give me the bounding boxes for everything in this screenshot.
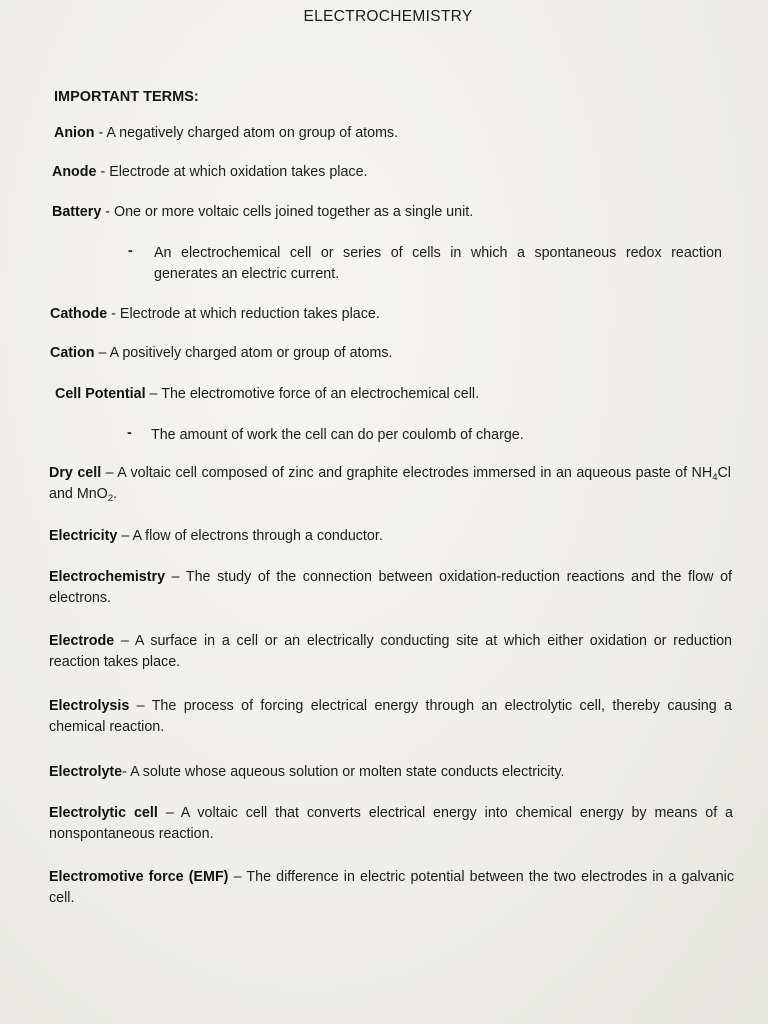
term-electrolysis [49, 696, 732, 738]
term-separator: – [165, 569, 186, 585]
cell-potential-bullet: The amount of work the cell can do per coulomb of charge. [151, 427, 524, 443]
term-label: Electrochemistry [49, 569, 166, 585]
term-definition: A voltaic cell composed of zinc and graphite electrodes immersed in an aqueous paste of NH [117, 465, 713, 481]
term-definition: The electromotive force of an electrochemical cell. [161, 386, 480, 402]
term-separator: – [129, 698, 152, 714]
term-separator: - [122, 764, 131, 780]
term-definition: The process of forcing electrical energy through an electrolytic cell, thereby causing a chemical reaction. [49, 698, 732, 735]
term-label: Anion [54, 125, 95, 141]
term-label: Electromotive force (EMF) [49, 869, 229, 885]
term-label: Battery [52, 204, 102, 220]
term-cation [50, 343, 393, 364]
term-definition: The study of the connection between oxidation-reduction reactions and the flow of electrons. [49, 569, 732, 606]
term-label: Cathode [50, 306, 108, 322]
term-definition-end: . [113, 486, 118, 502]
subscript: 2 [107, 493, 114, 504]
term-label: Electrode [49, 633, 115, 649]
term-separator: - [94, 125, 107, 141]
document-title: ELECTROCHEMISTRY [303, 8, 473, 25]
term-definition-cont: Cl and MnO [49, 465, 731, 502]
term-definition: A voltaic cell that converts electrical energy into chemical energy by means of a nonspontaneous reaction. [49, 805, 734, 842]
term-label: Electrolytic cell [49, 805, 158, 821]
term-definition: A positively charged atom or group of atoms. [109, 345, 393, 361]
term-anion [54, 123, 398, 144]
term-label: Anode [52, 164, 97, 180]
term-dry-cell [49, 463, 731, 505]
term-label: Electricity [49, 528, 118, 544]
term-definition: Electrode at which oxidation takes place. [109, 164, 368, 180]
term-battery [52, 202, 473, 223]
term-definition: A solute whose aqueous solution or molten state conducts electricity. [130, 764, 565, 780]
term-definition: A surface in a cell or an electrically conducting site at which either oxidation or reduction reaction takes place. [49, 633, 732, 670]
term-separator: – [101, 465, 118, 481]
term-definition: The difference in electric potential between the two electrodes in a galvanic cell. [49, 869, 735, 906]
term-separator: - [107, 306, 120, 322]
section-heading: IMPORTANT TERMS: [54, 89, 199, 105]
term-separator: – [145, 386, 162, 402]
subscript: 4 [712, 472, 718, 483]
term-definition: One or more voltaic cells joined together as a single unit. [113, 204, 474, 220]
bullet-marker: - [128, 243, 133, 259]
term-electrolytic-cell [49, 803, 733, 845]
bullet-marker: - [127, 425, 132, 441]
term-separator: – [94, 345, 110, 361]
term-label: Cation [50, 345, 95, 361]
term-label: Electrolysis [49, 698, 130, 714]
term-cathode [50, 304, 380, 325]
term-cell-potential [55, 384, 479, 405]
term-electrochemistry [49, 567, 732, 609]
term-label: Electrolyte [49, 764, 123, 780]
term-electricity [49, 526, 383, 547]
term-separator: - [101, 204, 114, 220]
term-separator: - [96, 164, 110, 180]
term-separator: – [228, 869, 247, 885]
term-separator: – [117, 528, 133, 544]
term-electrolyte [49, 762, 565, 783]
term-definition: A flow of electrons through a conductor. [132, 528, 383, 544]
term-label: Cell Potential [55, 386, 146, 402]
term-emf [49, 867, 734, 909]
term-definition: A negatively charged atom on group of atoms. [106, 125, 399, 141]
term-label: Dry cell [49, 465, 102, 481]
term-anode [52, 162, 368, 183]
term-electrode [49, 631, 732, 673]
term-definition: Electrode at which reduction takes place. [119, 306, 380, 322]
battery-bullet: An electrochemical cell or series of cells in which a spontaneous redox reaction generates an electric current. [154, 245, 722, 282]
term-separator: – [157, 805, 181, 821]
term-separator: – [114, 633, 135, 649]
